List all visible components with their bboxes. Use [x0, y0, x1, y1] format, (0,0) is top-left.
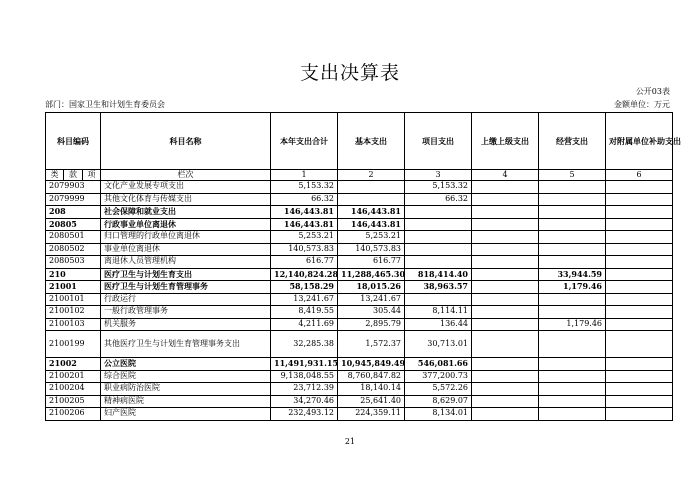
cell-project: 8,134.01 — [405, 408, 472, 421]
table-row — [46, 193, 673, 206]
header-name: 科目名称 — [101, 113, 271, 170]
cell-basic: 2,895.79 — [338, 318, 405, 331]
cell-name: 医疗卫生与计划生育支出 — [101, 268, 271, 281]
header-project: 项目支出 — [405, 113, 472, 170]
cell-business — [539, 193, 606, 206]
cell-project — [405, 218, 472, 231]
cell-business — [539, 206, 606, 219]
cell-subsidiary — [606, 268, 673, 281]
cell-code: 2080501 — [46, 231, 101, 244]
header-business: 经营支出 — [539, 113, 606, 170]
cell-subsidiary — [606, 281, 673, 294]
cell-subsidiary — [606, 306, 673, 319]
cell-business — [539, 383, 606, 396]
cell-total: 5,153.32 — [271, 181, 338, 194]
cell-upper — [472, 358, 539, 371]
cell-basic: 616.77 — [338, 256, 405, 269]
cell-business — [539, 256, 606, 269]
cell-upper — [472, 181, 539, 194]
cell-upper — [472, 293, 539, 306]
cell-code: 2100204 — [46, 383, 101, 396]
cell-upper — [472, 281, 539, 294]
subheader-col4: 4 — [472, 170, 539, 181]
subheader-col3: 3 — [405, 170, 472, 181]
cell-project: 136.44 — [405, 318, 472, 331]
subheader-col1: 1 — [271, 170, 338, 181]
cell-basic: 1,572.37 — [338, 331, 405, 358]
cell-project: 5,153.32 — [405, 181, 472, 194]
cell-code: 208 — [46, 206, 101, 219]
table-row — [46, 331, 673, 358]
cell-name: 综合医院 — [101, 370, 271, 383]
cell-upper — [472, 231, 539, 244]
cell-basic: 18,140.14 — [338, 383, 405, 396]
cell-code: 2079903 — [46, 181, 101, 194]
header-upper: 上缴上级支出 — [472, 113, 539, 170]
cell-project — [405, 231, 472, 244]
cell-name: 其他医疗卫生与计划生育管理事务支出 — [101, 331, 271, 358]
table-row — [46, 243, 673, 256]
cell-code: 20805 — [46, 218, 101, 231]
page-title: 支出决算表 — [299, 62, 400, 84]
cell-name: 职业病防治医院 — [101, 383, 271, 396]
cell-project — [405, 243, 472, 256]
cell-project — [405, 206, 472, 219]
cell-total: 146,443.81 — [271, 218, 338, 231]
cell-total: 9,138,048.55 — [271, 370, 338, 383]
cell-upper — [472, 306, 539, 319]
cell-name: 妇产医院 — [101, 408, 271, 421]
cell-basic: 18,015.26 — [338, 281, 405, 294]
cell-total: 58,158.29 — [271, 281, 338, 294]
cell-project: 38,963.57 — [405, 281, 472, 294]
cell-basic — [338, 181, 405, 194]
cell-business: 33,944.59 — [539, 268, 606, 281]
cell-subsidiary — [606, 206, 673, 219]
subheader-col6: 6 — [606, 170, 673, 181]
header-code: 科目编码 — [46, 113, 101, 170]
cell-business — [539, 231, 606, 244]
cell-total: 232,493.12 — [271, 408, 338, 421]
cell-total: 23,712.39 — [271, 383, 338, 396]
cell-name: 离退休人员管理机构 — [101, 256, 271, 269]
table-row — [46, 181, 673, 194]
cell-upper — [472, 318, 539, 331]
table-row — [46, 256, 673, 269]
cell-basic: 140,573.83 — [338, 243, 405, 256]
cell-code: 2100199 — [46, 331, 101, 358]
cell-upper — [472, 370, 539, 383]
table-row — [46, 268, 673, 281]
table-row — [46, 206, 673, 219]
cell-basic: 11,288,465.30 — [338, 268, 405, 281]
table-row — [46, 395, 673, 408]
cell-code: 2100103 — [46, 318, 101, 331]
table-row — [46, 306, 673, 319]
cell-total: 12,140,824.28 — [271, 268, 338, 281]
cell-subsidiary — [606, 370, 673, 383]
cell-project — [405, 293, 472, 306]
cell-business — [539, 306, 606, 319]
cell-code: 21002 — [46, 358, 101, 371]
table-row — [46, 318, 673, 331]
cell-code: 2079999 — [46, 193, 101, 206]
cell-subsidiary — [606, 243, 673, 256]
table-row — [46, 370, 673, 383]
cell-code: 2080503 — [46, 256, 101, 269]
cell-project: 377,200.73 — [405, 370, 472, 383]
table-row — [46, 293, 673, 306]
cell-name: 行政运行 — [101, 293, 271, 306]
table-row — [46, 281, 673, 294]
subheader-col5: 5 — [539, 170, 606, 181]
subheader-xiang: 项 — [83, 170, 101, 181]
cell-code: 2100206 — [46, 408, 101, 421]
cell-business: 1,179.46 — [539, 281, 606, 294]
subheader-row — [46, 170, 673, 181]
cell-basic: 146,443.81 — [338, 218, 405, 231]
cell-total: 13,241.67 — [271, 293, 338, 306]
cell-basic: 8,760,847.82 — [338, 370, 405, 383]
cell-name: 行政事业单位离退休 — [101, 218, 271, 231]
cell-code: 2100102 — [46, 306, 101, 319]
cell-upper — [472, 243, 539, 256]
subheader-lanci: 栏次 — [101, 170, 271, 181]
cell-subsidiary — [606, 358, 673, 371]
cell-upper — [472, 206, 539, 219]
expenditure-table — [45, 112, 681, 421]
subheader-lei: 类 — [46, 170, 64, 181]
header-basic: 基本支出 — [338, 113, 405, 170]
header-row — [46, 113, 673, 170]
cell-upper — [472, 331, 539, 358]
cell-subsidiary — [606, 293, 673, 306]
cell-total: 4,211.69 — [271, 318, 338, 331]
page-number: 21 — [344, 437, 356, 446]
cell-basic: 25,641.40 — [338, 395, 405, 408]
cell-name: 精神病医院 — [101, 395, 271, 408]
cell-name: 公立医院 — [101, 358, 271, 371]
cell-project: 66.32 — [405, 193, 472, 206]
cell-upper — [472, 193, 539, 206]
cell-basic: 5,253.21 — [338, 231, 405, 244]
cell-name: 机关服务 — [101, 318, 271, 331]
cell-name: 文化产业发展专项支出 — [101, 181, 271, 194]
cell-upper — [472, 408, 539, 421]
cell-basic — [338, 193, 405, 206]
cell-code: 2100201 — [46, 370, 101, 383]
cell-upper — [472, 268, 539, 281]
cell-basic: 146,443.81 — [338, 206, 405, 219]
header-total: 本年支出合计 — [271, 113, 338, 170]
cell-project: 5,572.26 — [405, 383, 472, 396]
subheader-kuan: 款 — [64, 170, 83, 181]
cell-business — [539, 243, 606, 256]
cell-basic: 224,359.11 — [338, 408, 405, 421]
cell-project: 546,081.66 — [405, 358, 472, 371]
cell-total: 146,443.81 — [271, 206, 338, 219]
cell-basic: 10,945,849.49 — [338, 358, 405, 371]
cell-business — [539, 395, 606, 408]
cell-name: 医疗卫生与计划生育管理事务 — [101, 281, 271, 294]
cell-subsidiary — [606, 331, 673, 358]
cell-code: 2100101 — [46, 293, 101, 306]
cell-subsidiary — [606, 318, 673, 331]
cell-subsidiary — [606, 383, 673, 396]
cell-name: 其他文化体育与传媒支出 — [101, 193, 271, 206]
cell-project: 8,114.11 — [405, 306, 472, 319]
cell-code: 2080502 — [46, 243, 101, 256]
table-row — [46, 383, 673, 396]
cell-business: 1,179.46 — [539, 318, 606, 331]
cell-total: 32,285.38 — [271, 331, 338, 358]
table-row — [46, 218, 673, 231]
cell-business — [539, 331, 606, 358]
cell-subsidiary — [606, 256, 673, 269]
cell-total: 8,419.55 — [271, 306, 338, 319]
cell-subsidiary — [606, 181, 673, 194]
cell-total: 66.32 — [271, 193, 338, 206]
cell-upper — [472, 218, 539, 231]
cell-subsidiary — [606, 408, 673, 421]
cell-total: 11,491,931.15 — [271, 358, 338, 371]
cell-project: 818,414.40 — [405, 268, 472, 281]
cell-name: 一般行政管理事务 — [101, 306, 271, 319]
subheader-col2: 2 — [338, 170, 405, 181]
cell-total: 5,253.21 — [271, 231, 338, 244]
cell-project: 8,629.07 — [405, 395, 472, 408]
cell-code: 210 — [46, 268, 101, 281]
cell-business — [539, 181, 606, 194]
cell-subsidiary — [606, 218, 673, 231]
cell-name: 事业单位离退休 — [101, 243, 271, 256]
cell-project — [405, 256, 472, 269]
cell-subsidiary — [606, 395, 673, 408]
cell-business — [539, 358, 606, 371]
cell-code: 2100205 — [46, 395, 101, 408]
cell-basic: 305.44 — [338, 306, 405, 319]
form-number: 公开03表 — [635, 87, 670, 96]
department-label: 部门：国家卫生和计划生育委员会 — [45, 100, 165, 109]
cell-subsidiary — [606, 231, 673, 244]
cell-business — [539, 408, 606, 421]
cell-basic: 13,241.67 — [338, 293, 405, 306]
cell-business — [539, 218, 606, 231]
cell-total: 616.77 — [271, 256, 338, 269]
table-row — [46, 408, 673, 421]
cell-project: 30,713.01 — [405, 331, 472, 358]
cell-upper — [472, 395, 539, 408]
table-row — [46, 231, 673, 244]
cell-subsidiary — [606, 193, 673, 206]
cell-upper — [472, 256, 539, 269]
cell-upper — [472, 383, 539, 396]
cell-business — [539, 370, 606, 383]
cell-total: 140,573.83 — [271, 243, 338, 256]
cell-name: 社会保障和就业支出 — [101, 206, 271, 219]
cell-total: 34,270.46 — [271, 395, 338, 408]
cell-business — [539, 293, 606, 306]
cell-name: 归口管理的行政单位离退休 — [101, 231, 271, 244]
table-row — [46, 358, 673, 371]
unit-label: 金额单位：万元 — [614, 100, 670, 109]
table-body — [46, 181, 673, 421]
header-subsidiary: 对附属单位补助支出 — [606, 113, 673, 170]
cell-code: 21001 — [46, 281, 101, 294]
